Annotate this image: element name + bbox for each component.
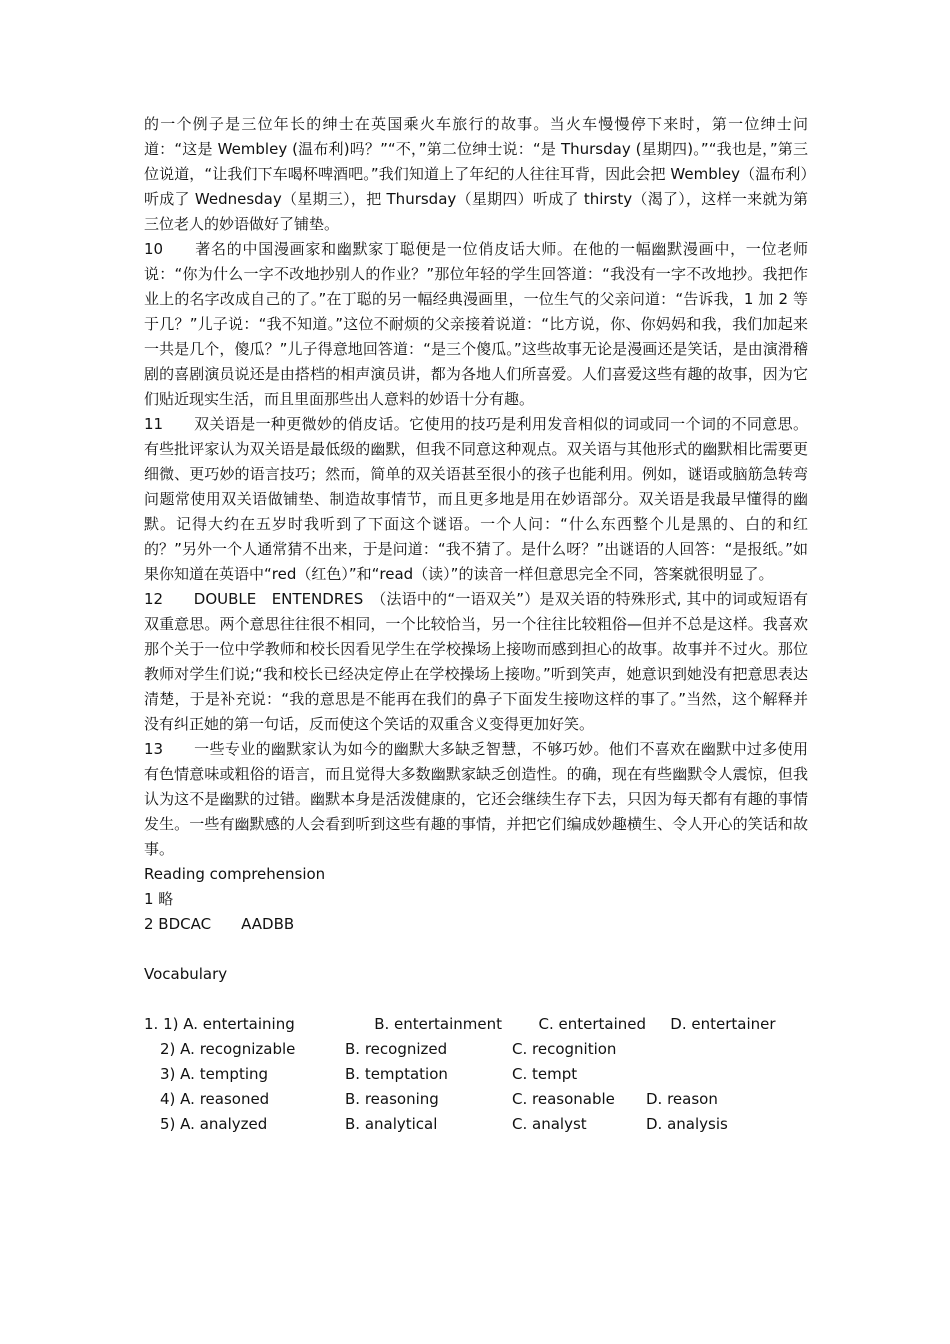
vocab-option-b: B. analytical xyxy=(345,1115,438,1133)
vocab-row-5 xyxy=(144,1112,808,1137)
spacer xyxy=(144,937,808,962)
vocab-option-a: 1. 1) A. entertaining xyxy=(144,1015,295,1033)
vocab-option-c: C. recognition xyxy=(512,1040,617,1058)
vocab-option-d: D. entertainer xyxy=(670,1015,776,1033)
vocab-row-2 xyxy=(144,1037,808,1062)
vocab-option-b: B. entertainment xyxy=(374,1015,503,1033)
vocab-option-a: 2) A. recognizable xyxy=(160,1040,296,1058)
reading-answer-2: 2 BDCAC AADBB xyxy=(144,915,295,933)
vocabulary-heading: Vocabulary xyxy=(144,965,228,983)
spacer xyxy=(144,987,808,1012)
paragraph-12: 12 DOUBLE ENTENDRES （法语中的“一语双关”）是双关语的特殊形式, 其中的词或短语有双重意思。两个意思往往很不相同，一个比较恰当，另一个往往比较粗俗—但并不总是这样。我喜欢那个关于一位中学教师和校长因看见学生在学校操场上接吻而感到担心的故事。故事并不过火。那位教师对学生们说;“我和校长已经决定停止在学校操场上接吻。”听到笑声，她意识到她没有把意思表达清楚，于是补充说：“我的意思是不能再在我们的鼻子下面发生接吻这样的事了。”当然，这个解释并没有纠正她的第一句话，反而使这个笑话的双重含义变得更加好笑。 xyxy=(144,590,808,733)
vocab-option-c: C. analyst xyxy=(512,1115,587,1133)
vocab-option-b: B. temptation xyxy=(345,1065,448,1083)
paragraph-9-continued: 的一个例子是三位年长的绅士在英国乘火车旅行的故事。当火车慢慢停下来时，第一位绅士问道：“这是 Wembley (温布利)吗？”“不，”第二位绅士说：“是 Thursday (星期四)。”“我也是，”第三位说道，“让我们下车喝杯啤酒吧。”我们知道上了年纪的人往往耳背，因此会把 Wembley（温布利）听成了 Wednesday（星期三），把 Thursday（星期四）听成了 thirsty（渴了），这样一来就为第三位老人的妙语做好了铺垫。 xyxy=(144,115,808,233)
vocab-option-d: D. reason xyxy=(646,1090,718,1108)
vocab-option-a: 4) A. reasoned xyxy=(160,1090,270,1108)
paragraph-13: 13 一些专业的幽默家认为如今的幽默大多缺乏智慧，不够巧妙。他们不喜欢在幽默中过多使用有色情意味或粗俗的语言，而且觉得大多数幽默家缺乏创造性。的确，现在有些幽默令人震惊，但我认为这不是幽默的过错。幽默本身是活泼健康的，它还会继续生存下去，只因为每天都有有趣的事情发生。一些有幽默感的人会看到听到这些有趣的事情，并把它们编成妙趣横生、令人开心的笑话和故事。 xyxy=(144,740,808,858)
vocab-option-b: B. reasoning xyxy=(345,1090,439,1108)
vocab-option-c: C. tempt xyxy=(512,1065,578,1083)
reading-comprehension-heading: Reading comprehension xyxy=(144,865,326,883)
reading-answer-1: 1 略 xyxy=(144,890,174,908)
vocab-option-c: C. reasonable xyxy=(512,1090,615,1108)
vocab-option-c: C. entertained xyxy=(538,1015,646,1033)
vocab-option-a: 5) A. analyzed xyxy=(160,1115,268,1133)
paragraph-11: 11 双关语是一种更微妙的俏皮话。它使用的技巧是利用发音相似的词或同一个词的不同意思。有些批评家认为双关语是最低级的幽默，但我不同意这种观点。双关语与其他形式的幽默相比需要更细微、更巧妙的语言技巧；然而，简单的双关语甚至很小的孩子也能利用。例如，谜语或脑筋急转弯问题常使用双关语做铺垫、制造故事情节，而且更多地是用在妙语部分。双关语是我最早懂得的幽默。记得大约在五岁时我听到了下面这个谜语。一个人问：“什么东西整个儿是黑的、白的和红的？”另外一个人通常猜不出来，于是问道：“我不猜了。是什么呀？”出谜语的人回答：“是报纸。”如果你知道在英语中“red（红色）”和“read（读）”的读音一样但意思完全不同，答案就很明显了。 xyxy=(144,415,808,583)
vocab-row-3 xyxy=(144,1062,808,1087)
vocab-option-a: 3) A. tempting xyxy=(160,1065,269,1083)
vocab-option-b: B. recognized xyxy=(345,1040,448,1058)
paragraph-10: 10 著名的中国漫画家和幽默家丁聪便是一位俏皮话大师。在他的一幅幽默漫画中，一位老师说：“你为什么一字不改地抄别人的作业？”那位年轻的学生回答道：“我没有一字不改地抄。我把作业上的名字改成自己的了。”在丁聪的另一幅经典漫画里，一位生气的父亲问道：“告诉我，1 加 2 等于几？”儿子说：“我不知道。”这位不耐烦的父亲接着说道：“比方说，你、你妈妈和我，我们加起来一共是几个，傻瓜？”儿子得意地回答道：“是三个傻瓜。”这些故事无论是漫画还是笑话，是由演滑稽剧的喜剧演员说还是由搭档的相声演员讲，都为各地人们所喜爱。人们喜爱这些有趣的故事，因为它们贴近现实生活，而且里面那些出人意料的妙语十分有趣。 xyxy=(144,240,808,408)
vocab-row-4 xyxy=(144,1087,808,1112)
vocab-option-d: D. analysis xyxy=(646,1115,728,1133)
vocab-option-d xyxy=(646,1037,786,1062)
document-page xyxy=(144,112,808,1137)
vocab-option-d xyxy=(646,1062,786,1087)
vocab-row-1 xyxy=(144,1012,808,1037)
